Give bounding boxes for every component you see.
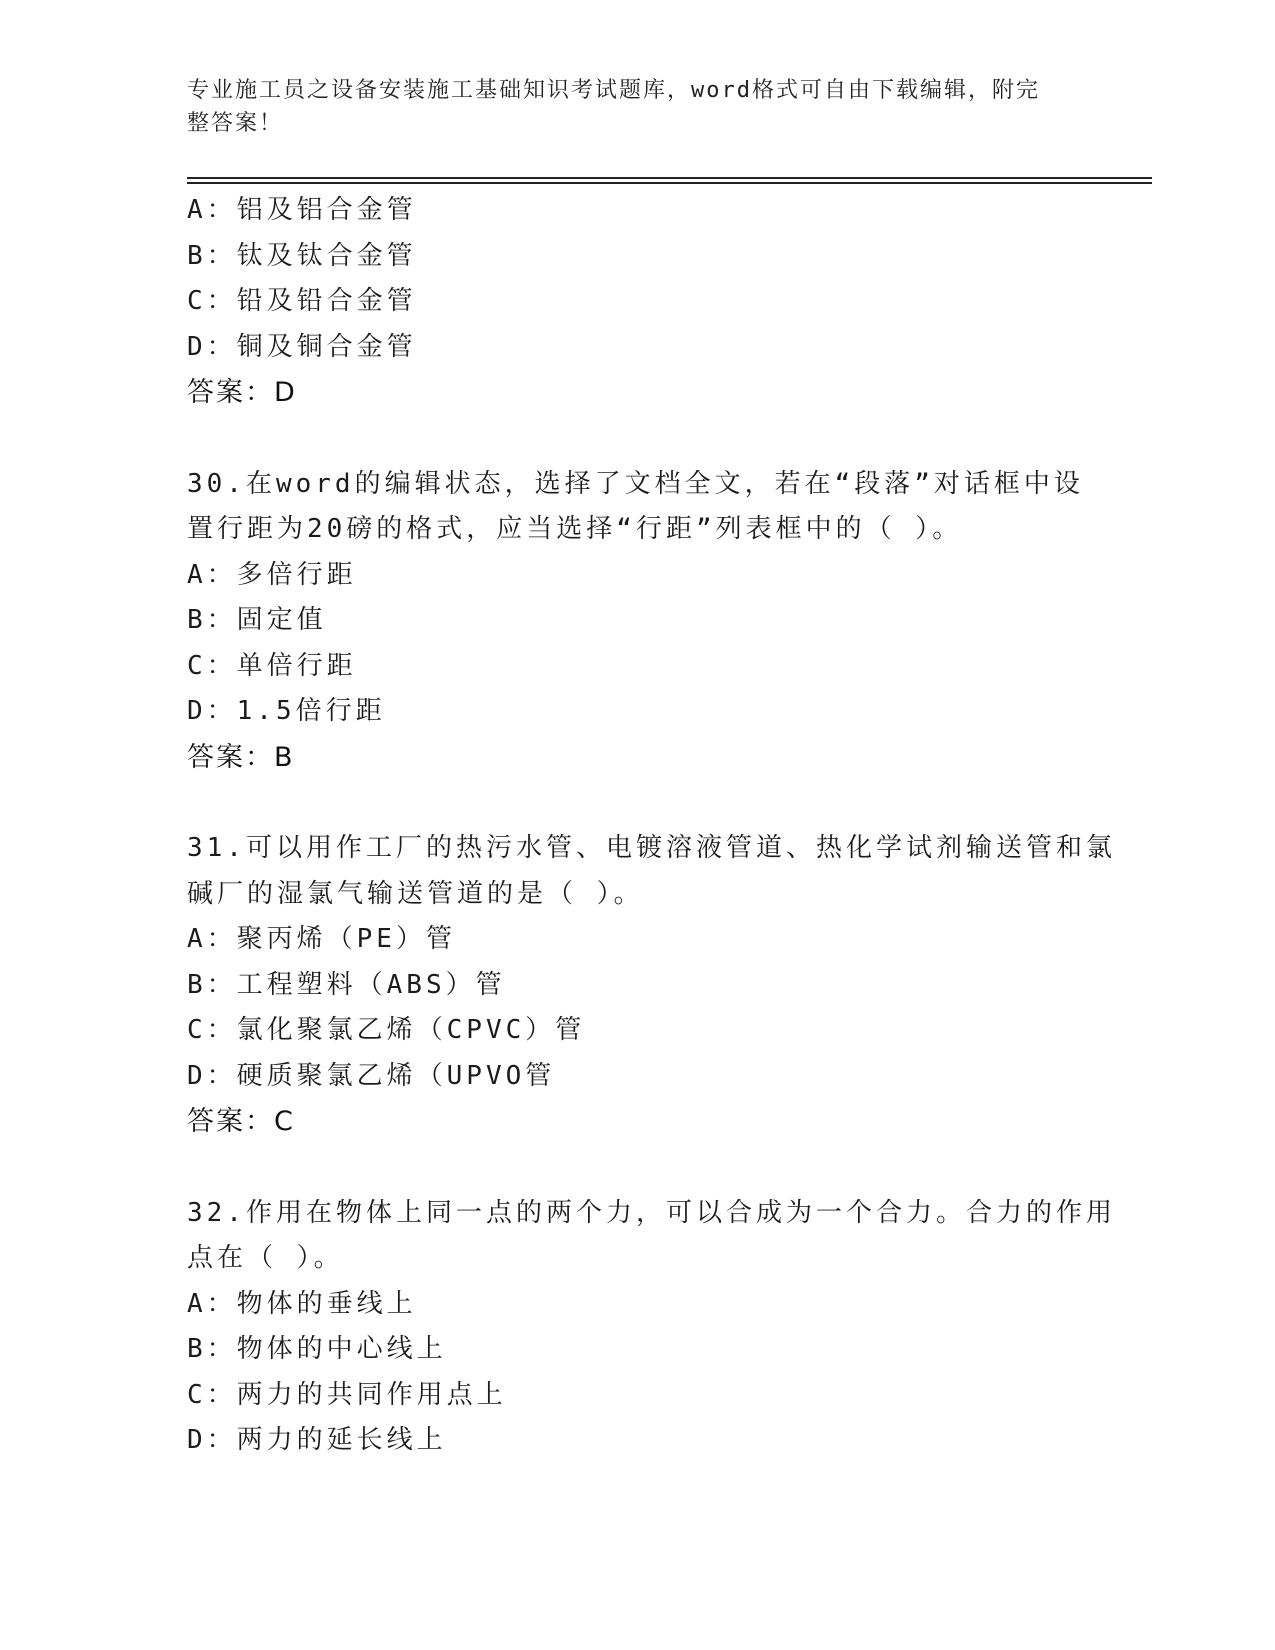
question-stem-line: 置行距为20磅的格式，应当选择“行距”列表框中的（ ）。	[187, 514, 963, 544]
header-divider-bottom	[187, 182, 1152, 184]
header-line-2: 整答案！	[187, 111, 284, 136]
option-d: D：铜及铜合金管	[187, 331, 417, 362]
question-stem	[187, 1191, 1116, 1282]
spacer	[187, 416, 1087, 462]
answer-text: 答案：C	[187, 1106, 295, 1137]
question-stem-line: 32.作用在物体上同一点的两个力，可以合成为一个合力。合力的作用	[187, 1197, 1116, 1228]
option-b: B：钛及钛合金管	[187, 240, 417, 271]
question-stem-line: 30.在word的编辑状态，选择了文档全文，若在“段落”对话框中设	[187, 468, 1084, 499]
option-c: C：两力的共同作用点上	[187, 1379, 507, 1410]
option-c: C：单倍行距	[187, 650, 357, 681]
option-a: A：聚丙烯（PE）管	[187, 924, 456, 954]
question-32-block	[187, 1191, 1116, 1464]
option-c: C：铅及铅合金管	[187, 286, 417, 316]
option-d: D：两力的延长线上	[187, 1425, 447, 1455]
option-a: A：物体的垂线上	[187, 1288, 417, 1319]
option-b: B：物体的中心线上	[187, 1334, 447, 1364]
question-stem-line: 31.可以用作工厂的热污水管、电镀溶液管道、热化学试剂输送管和氯	[187, 833, 1116, 863]
header-line-1: 专业施工员之设备安装施工基础知识考试题库，word格式可自由下载编辑，附完	[187, 78, 1040, 103]
question-stem	[187, 462, 1087, 553]
option-b: B：固定值	[187, 605, 327, 635]
option-b: B：工程塑料（ABS）管	[187, 969, 506, 1000]
question-31-block	[187, 826, 1116, 1145]
header-divider-top	[187, 177, 1152, 179]
spacer	[187, 780, 1087, 826]
question-stem-line: 点在（ ）。	[187, 1243, 344, 1273]
spacer	[187, 1145, 1087, 1191]
question-stem-line: 碱厂的湿氯气输送管道的是（ ）。	[187, 878, 644, 909]
answer-text: 答案：D	[187, 377, 297, 408]
question-29-block	[187, 188, 1087, 416]
option-a: A：铝及铝合金管	[187, 195, 417, 225]
document-header	[187, 74, 1067, 140]
option-c: C：氯化聚氯乙烯（CPVC）管	[187, 1015, 586, 1045]
question-list	[187, 188, 1116, 1464]
option-a: A：多倍行距	[187, 559, 357, 590]
question-30-block	[187, 462, 1087, 781]
question-stem	[187, 826, 1116, 917]
option-d: D：硬质聚氯乙烯（UPVO管	[187, 1060, 556, 1091]
answer-text: 答案：B	[187, 741, 295, 773]
option-d: D：1.5倍行距	[187, 696, 386, 726]
